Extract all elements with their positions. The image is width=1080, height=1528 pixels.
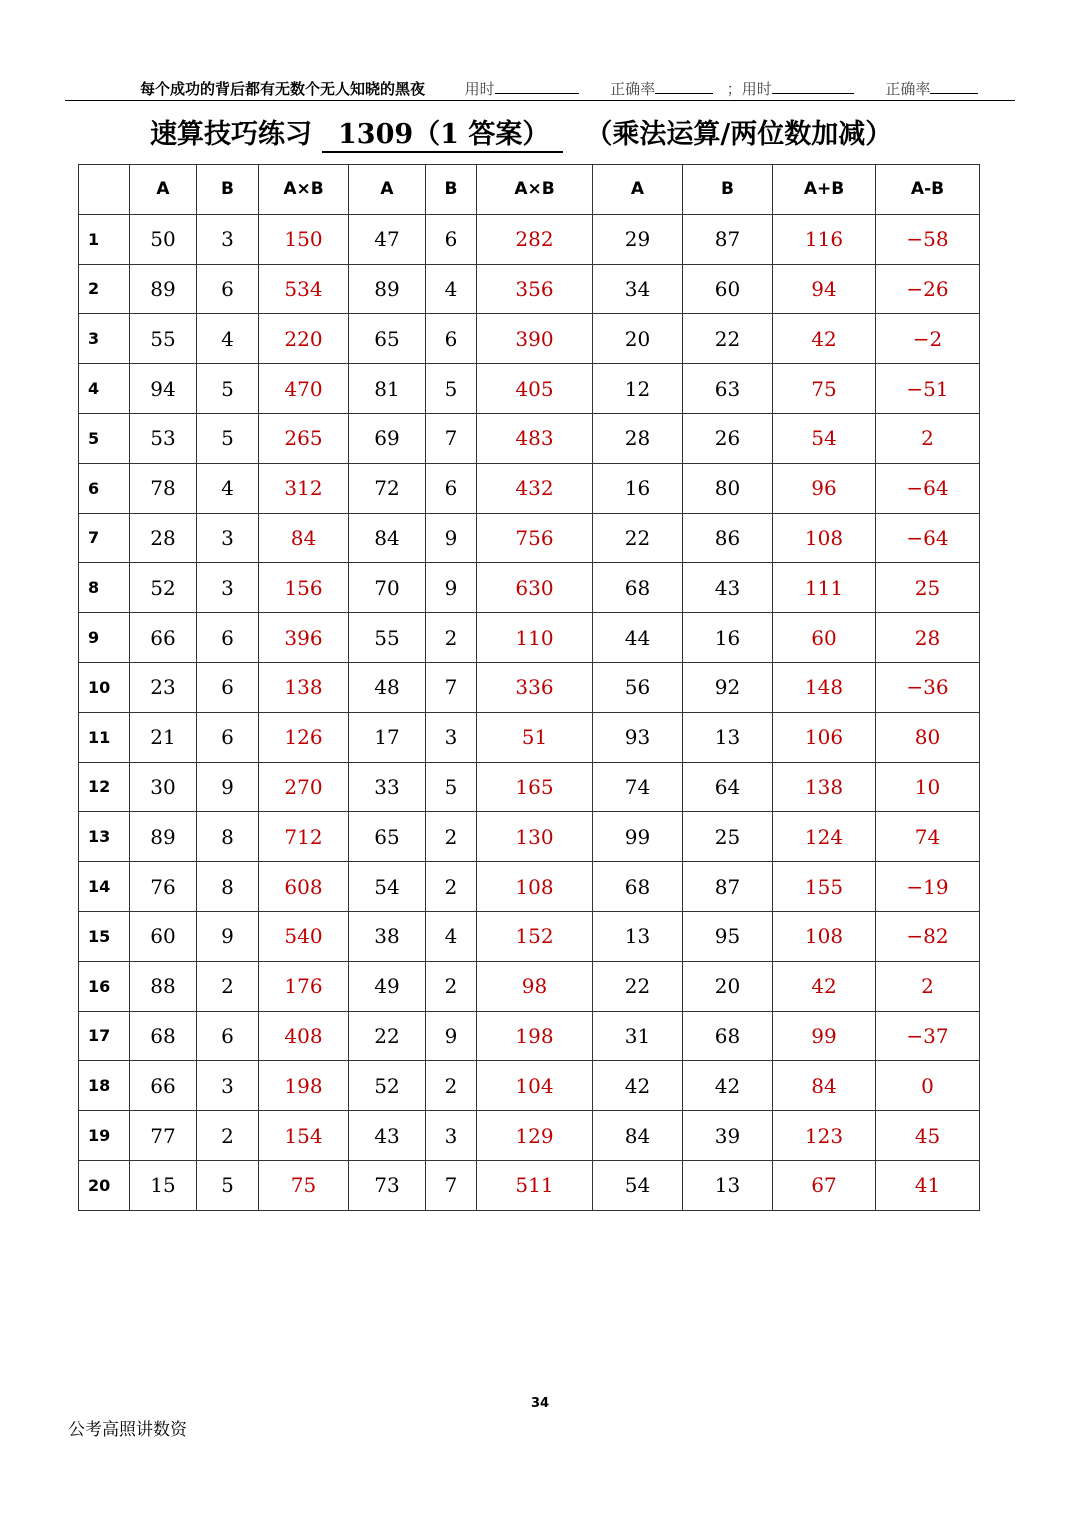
operand-cell: 6 [197, 264, 259, 314]
row-index: 14 [79, 862, 130, 912]
operand-cell: 63 [683, 364, 773, 414]
answer-cell: 129 [477, 1111, 593, 1161]
answer-cell: 104 [477, 1061, 593, 1111]
row-index: 5 [79, 413, 130, 463]
page-number: 34 [530, 1396, 550, 1411]
operand-cell: 6 [426, 214, 477, 264]
column-header: A [593, 165, 683, 215]
operand-cell: 55 [130, 314, 197, 364]
table-row [79, 762, 980, 812]
table-row [79, 1111, 980, 1161]
table-row [79, 264, 980, 314]
answer-cell: −64 [876, 513, 980, 563]
row-index: 4 [79, 364, 130, 414]
operand-cell: 2 [426, 961, 477, 1011]
operand-cell: 6 [426, 463, 477, 513]
operand-cell: 6 [197, 662, 259, 712]
answer-cell: 138 [773, 762, 876, 812]
answer-cell: 10 [876, 762, 980, 812]
operand-cell: 28 [593, 413, 683, 463]
operand-cell: 54 [593, 1160, 683, 1210]
table-row [79, 314, 980, 364]
answer-cell: 148 [773, 662, 876, 712]
answer-cell: 2 [876, 961, 980, 1011]
operand-cell: 33 [349, 762, 426, 812]
answer-cell: 198 [259, 1061, 349, 1111]
column-header: B [426, 165, 477, 215]
answer-cell: 540 [259, 911, 349, 961]
answer-cell: 108 [773, 513, 876, 563]
answer-cell: 0 [876, 1061, 980, 1111]
operand-cell: 50 [130, 214, 197, 264]
operand-cell: 5 [426, 762, 477, 812]
answer-cell: 483 [477, 413, 593, 463]
row-index: 17 [79, 1011, 130, 1061]
operand-cell: 23 [130, 662, 197, 712]
answer-cell: 712 [259, 812, 349, 862]
row-index: 10 [79, 662, 130, 712]
answer-cell: 108 [773, 911, 876, 961]
operand-cell: 72 [349, 463, 426, 513]
accuracy-blank-1 [655, 79, 713, 94]
operand-cell: 3 [197, 513, 259, 563]
operand-cell: 13 [683, 712, 773, 762]
operand-cell: 6 [197, 613, 259, 663]
row-index: 7 [79, 513, 130, 563]
operand-cell: 3 [197, 214, 259, 264]
operand-cell: 88 [130, 961, 197, 1011]
answer-cell: 470 [259, 364, 349, 414]
answer-cell: 356 [477, 264, 593, 314]
operand-cell: 53 [130, 413, 197, 463]
motto-text: 每个成功的背后都有无数个无人知晓的黑夜 [140, 80, 426, 98]
answer-cell: 25 [876, 563, 980, 613]
operand-cell: 3 [197, 563, 259, 613]
answer-cell: 108 [477, 862, 593, 912]
operand-cell: 43 [683, 563, 773, 613]
operand-cell: 8 [197, 862, 259, 912]
time-label-2: 用时 [741, 80, 772, 98]
table-row [79, 1160, 980, 1210]
operand-cell: 6 [426, 314, 477, 364]
answer-cell: 432 [477, 463, 593, 513]
answer-cell: 74 [876, 812, 980, 862]
operand-cell: 95 [683, 911, 773, 961]
answer-cell: 75 [773, 364, 876, 414]
operand-cell: 52 [130, 563, 197, 613]
table-row [79, 413, 980, 463]
table-row [79, 463, 980, 513]
operand-cell: 13 [593, 911, 683, 961]
operand-cell: 7 [426, 1160, 477, 1210]
operand-cell: 28 [130, 513, 197, 563]
answer-cell: 42 [773, 961, 876, 1011]
row-index: 15 [79, 911, 130, 961]
table-row [79, 712, 980, 762]
answer-cell: 96 [773, 463, 876, 513]
operand-cell: 47 [349, 214, 426, 264]
operand-cell: 3 [197, 1061, 259, 1111]
answer-cell: −37 [876, 1011, 980, 1061]
operand-cell: 65 [349, 314, 426, 364]
operand-cell: 16 [593, 463, 683, 513]
accuracy-label-1: 正确率 [610, 80, 656, 98]
answer-cell: −58 [876, 214, 980, 264]
time-blank-1 [495, 79, 579, 94]
operand-cell: 86 [683, 513, 773, 563]
answer-cell: −82 [876, 911, 980, 961]
operand-cell: 9 [426, 513, 477, 563]
answer-cell: −36 [876, 662, 980, 712]
operand-cell: 2 [426, 862, 477, 912]
answer-cell: 45 [876, 1111, 980, 1161]
answer-cell: 265 [259, 413, 349, 463]
accuracy-label-2: 正确率 [885, 80, 931, 98]
row-index: 1 [79, 214, 130, 264]
answer-cell: 80 [876, 712, 980, 762]
answer-cell: 155 [773, 862, 876, 912]
operand-cell: 30 [130, 762, 197, 812]
operand-cell: 68 [130, 1011, 197, 1061]
answer-cell: 408 [259, 1011, 349, 1061]
operand-cell: 4 [197, 463, 259, 513]
table-row [79, 214, 980, 264]
operand-cell: 74 [593, 762, 683, 812]
operand-cell: 60 [683, 264, 773, 314]
answer-cell: 126 [259, 712, 349, 762]
row-index: 3 [79, 314, 130, 364]
operand-cell: 4 [197, 314, 259, 364]
answer-cell: 390 [477, 314, 593, 364]
table-row [79, 513, 980, 563]
table-row [79, 662, 980, 712]
column-header [79, 165, 130, 215]
operand-cell: 22 [683, 314, 773, 364]
operand-cell: 68 [593, 563, 683, 613]
answer-cell: −2 [876, 314, 980, 364]
answer-cell: 630 [477, 563, 593, 613]
answer-cell: −51 [876, 364, 980, 414]
table-row [79, 1061, 980, 1111]
operand-cell: 4 [426, 264, 477, 314]
operand-cell: 5 [197, 364, 259, 414]
operand-cell: 92 [683, 662, 773, 712]
table-row [79, 563, 980, 613]
answer-cell: 84 [259, 513, 349, 563]
operand-cell: 42 [683, 1061, 773, 1111]
operand-cell: 3 [426, 1111, 477, 1161]
answer-cell: 220 [259, 314, 349, 364]
operand-cell: 2 [426, 812, 477, 862]
operand-cell: 64 [683, 762, 773, 812]
answer-cell: 94 [773, 264, 876, 314]
operand-cell: 15 [130, 1160, 197, 1210]
operand-cell: 56 [593, 662, 683, 712]
answer-cell: 84 [773, 1061, 876, 1111]
column-header: A-B [876, 165, 980, 215]
answer-cell: 106 [773, 712, 876, 762]
answer-cell: 756 [477, 513, 593, 563]
operand-cell: 5 [197, 1160, 259, 1210]
operand-cell: 29 [593, 214, 683, 264]
table-row [79, 812, 980, 862]
column-header: A [130, 165, 197, 215]
time-label-1: 用时 [464, 80, 495, 98]
operand-cell: 39 [683, 1111, 773, 1161]
answer-cell: 98 [477, 961, 593, 1011]
operand-cell: 12 [593, 364, 683, 414]
answer-cell: 270 [259, 762, 349, 812]
operand-cell: 87 [683, 214, 773, 264]
answer-cell: 198 [477, 1011, 593, 1061]
answer-cell: 67 [773, 1160, 876, 1210]
operand-cell: 2 [426, 1061, 477, 1111]
operand-cell: 66 [130, 1061, 197, 1111]
answer-table [78, 164, 980, 1211]
operand-cell: 20 [683, 961, 773, 1011]
answer-cell: −19 [876, 862, 980, 912]
row-index: 13 [79, 812, 130, 862]
answer-cell: 138 [259, 662, 349, 712]
column-header: B [683, 165, 773, 215]
operand-cell: 68 [683, 1011, 773, 1061]
operand-cell: 3 [426, 712, 477, 762]
operand-cell: 22 [593, 513, 683, 563]
column-header: A×B [477, 165, 593, 215]
operand-cell: 76 [130, 862, 197, 912]
operand-cell: 25 [683, 812, 773, 862]
operand-cell: 48 [349, 662, 426, 712]
row-index: 2 [79, 264, 130, 314]
operand-cell: 4 [426, 911, 477, 961]
operand-cell: 44 [593, 613, 683, 663]
row-index: 20 [79, 1160, 130, 1210]
row-index: 6 [79, 463, 130, 513]
operand-cell: 9 [426, 1011, 477, 1061]
answer-cell: 51 [477, 712, 593, 762]
operand-cell: 52 [349, 1061, 426, 1111]
operand-cell: 55 [349, 613, 426, 663]
answer-cell: 156 [259, 563, 349, 613]
operand-cell: 84 [593, 1111, 683, 1161]
operand-cell: 78 [130, 463, 197, 513]
operand-cell: 69 [349, 413, 426, 463]
column-header: A×B [259, 165, 349, 215]
answer-cell: 154 [259, 1111, 349, 1161]
column-header: A [349, 165, 426, 215]
answer-cell: 511 [477, 1160, 593, 1210]
table-row [79, 911, 980, 961]
operand-cell: 80 [683, 463, 773, 513]
operand-cell: 42 [593, 1061, 683, 1111]
operand-cell: 17 [349, 712, 426, 762]
operand-cell: 89 [349, 264, 426, 314]
accuracy-blank-2 [930, 79, 978, 94]
answer-cell: 405 [477, 364, 593, 414]
operand-cell: 73 [349, 1160, 426, 1210]
operand-cell: 87 [683, 862, 773, 912]
operand-cell: 93 [593, 712, 683, 762]
answer-cell: 123 [773, 1111, 876, 1161]
answer-cell: −26 [876, 264, 980, 314]
operand-cell: 7 [426, 662, 477, 712]
row-index: 18 [79, 1061, 130, 1111]
table-row [79, 1011, 980, 1061]
operand-cell: 21 [130, 712, 197, 762]
operand-cell: 9 [197, 762, 259, 812]
operand-cell: 6 [197, 712, 259, 762]
answer-cell: 176 [259, 961, 349, 1011]
operand-cell: 65 [349, 812, 426, 862]
answer-cell: 28 [876, 613, 980, 663]
answer-cell: −64 [876, 463, 980, 513]
operand-cell: 99 [593, 812, 683, 862]
operand-cell: 5 [426, 364, 477, 414]
answer-cell: 116 [773, 214, 876, 264]
operand-cell: 20 [593, 314, 683, 364]
operand-cell: 49 [349, 961, 426, 1011]
header-line [140, 78, 1020, 99]
table-body [79, 214, 980, 1210]
table-row [79, 961, 980, 1011]
header-rule [65, 100, 1015, 101]
answer-cell: 110 [477, 613, 593, 663]
row-index: 9 [79, 613, 130, 663]
operand-cell: 22 [593, 961, 683, 1011]
answer-cell: 608 [259, 862, 349, 912]
operand-cell: 38 [349, 911, 426, 961]
answer-cell: 99 [773, 1011, 876, 1061]
row-index: 8 [79, 563, 130, 613]
operand-cell: 31 [593, 1011, 683, 1061]
table-row [79, 862, 980, 912]
operand-cell: 34 [593, 264, 683, 314]
answer-cell: 312 [259, 463, 349, 513]
answer-cell: 54 [773, 413, 876, 463]
row-index: 16 [79, 961, 130, 1011]
operand-cell: 2 [197, 1111, 259, 1161]
answer-cell: 282 [477, 214, 593, 264]
column-header: A+B [773, 165, 876, 215]
operand-cell: 54 [349, 862, 426, 912]
answer-cell: 150 [259, 214, 349, 264]
row-index: 19 [79, 1111, 130, 1161]
operand-cell: 9 [197, 911, 259, 961]
column-header: B [197, 165, 259, 215]
operand-cell: 66 [130, 613, 197, 663]
answer-cell: 42 [773, 314, 876, 364]
answer-cell: 124 [773, 812, 876, 862]
operand-cell: 22 [349, 1011, 426, 1061]
operand-cell: 2 [426, 613, 477, 663]
operand-cell: 89 [130, 812, 197, 862]
answer-cell: 2 [876, 413, 980, 463]
operand-cell: 5 [197, 413, 259, 463]
title-subtitle: （乘法运算/两位数加减） [585, 119, 893, 150]
operand-cell: 68 [593, 862, 683, 912]
answer-cell: 396 [259, 613, 349, 663]
operand-cell: 26 [683, 413, 773, 463]
operand-cell: 81 [349, 364, 426, 414]
operand-cell: 77 [130, 1111, 197, 1161]
answer-cell: 60 [773, 613, 876, 663]
answer-cell: 41 [876, 1160, 980, 1210]
answer-cell: 130 [477, 812, 593, 862]
operand-cell: 2 [197, 961, 259, 1011]
table-row [79, 613, 980, 663]
answer-cell: 534 [259, 264, 349, 314]
operand-cell: 94 [130, 364, 197, 414]
row-index: 11 [79, 712, 130, 762]
answer-cell: 336 [477, 662, 593, 712]
operand-cell: 9 [426, 563, 477, 613]
answer-cell: 75 [259, 1160, 349, 1210]
separator: ； [726, 80, 742, 98]
title-main: 速算技巧练习 [150, 119, 312, 150]
answer-cell: 111 [773, 563, 876, 613]
operand-cell: 70 [349, 563, 426, 613]
time-blank-2 [772, 79, 854, 94]
row-index: 12 [79, 762, 130, 812]
footer-source: 公考高照讲数资 [68, 1420, 187, 1440]
operand-cell: 84 [349, 513, 426, 563]
answer-cell: 152 [477, 911, 593, 961]
page-title [150, 112, 950, 153]
operand-cell: 60 [130, 911, 197, 961]
operand-cell: 6 [197, 1011, 259, 1061]
operand-cell: 43 [349, 1111, 426, 1161]
table-header-row [79, 165, 980, 215]
operand-cell: 8 [197, 812, 259, 862]
operand-cell: 16 [683, 613, 773, 663]
table-row [79, 364, 980, 414]
operand-cell: 89 [130, 264, 197, 314]
operand-cell: 7 [426, 413, 477, 463]
answer-cell: 165 [477, 762, 593, 812]
operand-cell: 13 [683, 1160, 773, 1210]
title-code: 1309（1 答案） [322, 112, 563, 153]
